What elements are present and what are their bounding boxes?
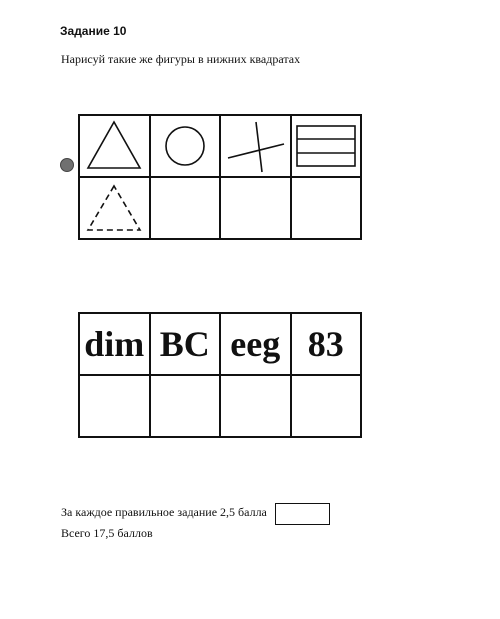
empty-drawing-cell xyxy=(221,178,292,240)
bullet-marker-icon xyxy=(60,158,74,172)
striped-rectangle-icon xyxy=(295,118,357,174)
word-text: dim xyxy=(84,324,145,364)
empty-writing-cell xyxy=(221,376,292,438)
task-instruction: Нарисуй такие же фигуры в нижних квадратах xyxy=(61,52,301,66)
empty-drawing-cell xyxy=(151,178,222,240)
crossed-lines-icon xyxy=(224,118,286,174)
empty-writing-cell xyxy=(292,376,363,438)
dashed-triangle-icon xyxy=(83,180,145,236)
circle-icon xyxy=(154,118,216,174)
word-cell xyxy=(151,314,222,376)
word-text: eeg xyxy=(230,324,281,364)
empty-drawing-cell xyxy=(292,178,363,240)
figure-cell-striped-rectangle xyxy=(292,116,363,178)
word-text: 83 xyxy=(307,324,344,364)
figures-grid xyxy=(78,114,362,240)
empty-writing-cell xyxy=(151,376,222,438)
word-text: BC xyxy=(159,324,210,364)
task-title: Задание 10 xyxy=(60,24,127,38)
score-rule-text: За каждое правильное задание 2,5 балла xyxy=(61,505,267,519)
figure-cell-dashed-triangle xyxy=(80,178,151,240)
figure-cell-triangle xyxy=(80,116,151,178)
total-score-text: Всего 17,5 баллов xyxy=(61,526,153,540)
figure-cell-circle xyxy=(151,116,222,178)
word-cell xyxy=(292,314,363,376)
word-cell xyxy=(221,314,292,376)
score-entry-box[interactable] xyxy=(275,503,330,525)
triangle-icon xyxy=(83,118,145,174)
words-grid xyxy=(78,312,362,438)
empty-writing-cell xyxy=(80,376,151,438)
figure-cell-crossed-lines xyxy=(221,116,292,178)
word-cell xyxy=(80,314,151,376)
